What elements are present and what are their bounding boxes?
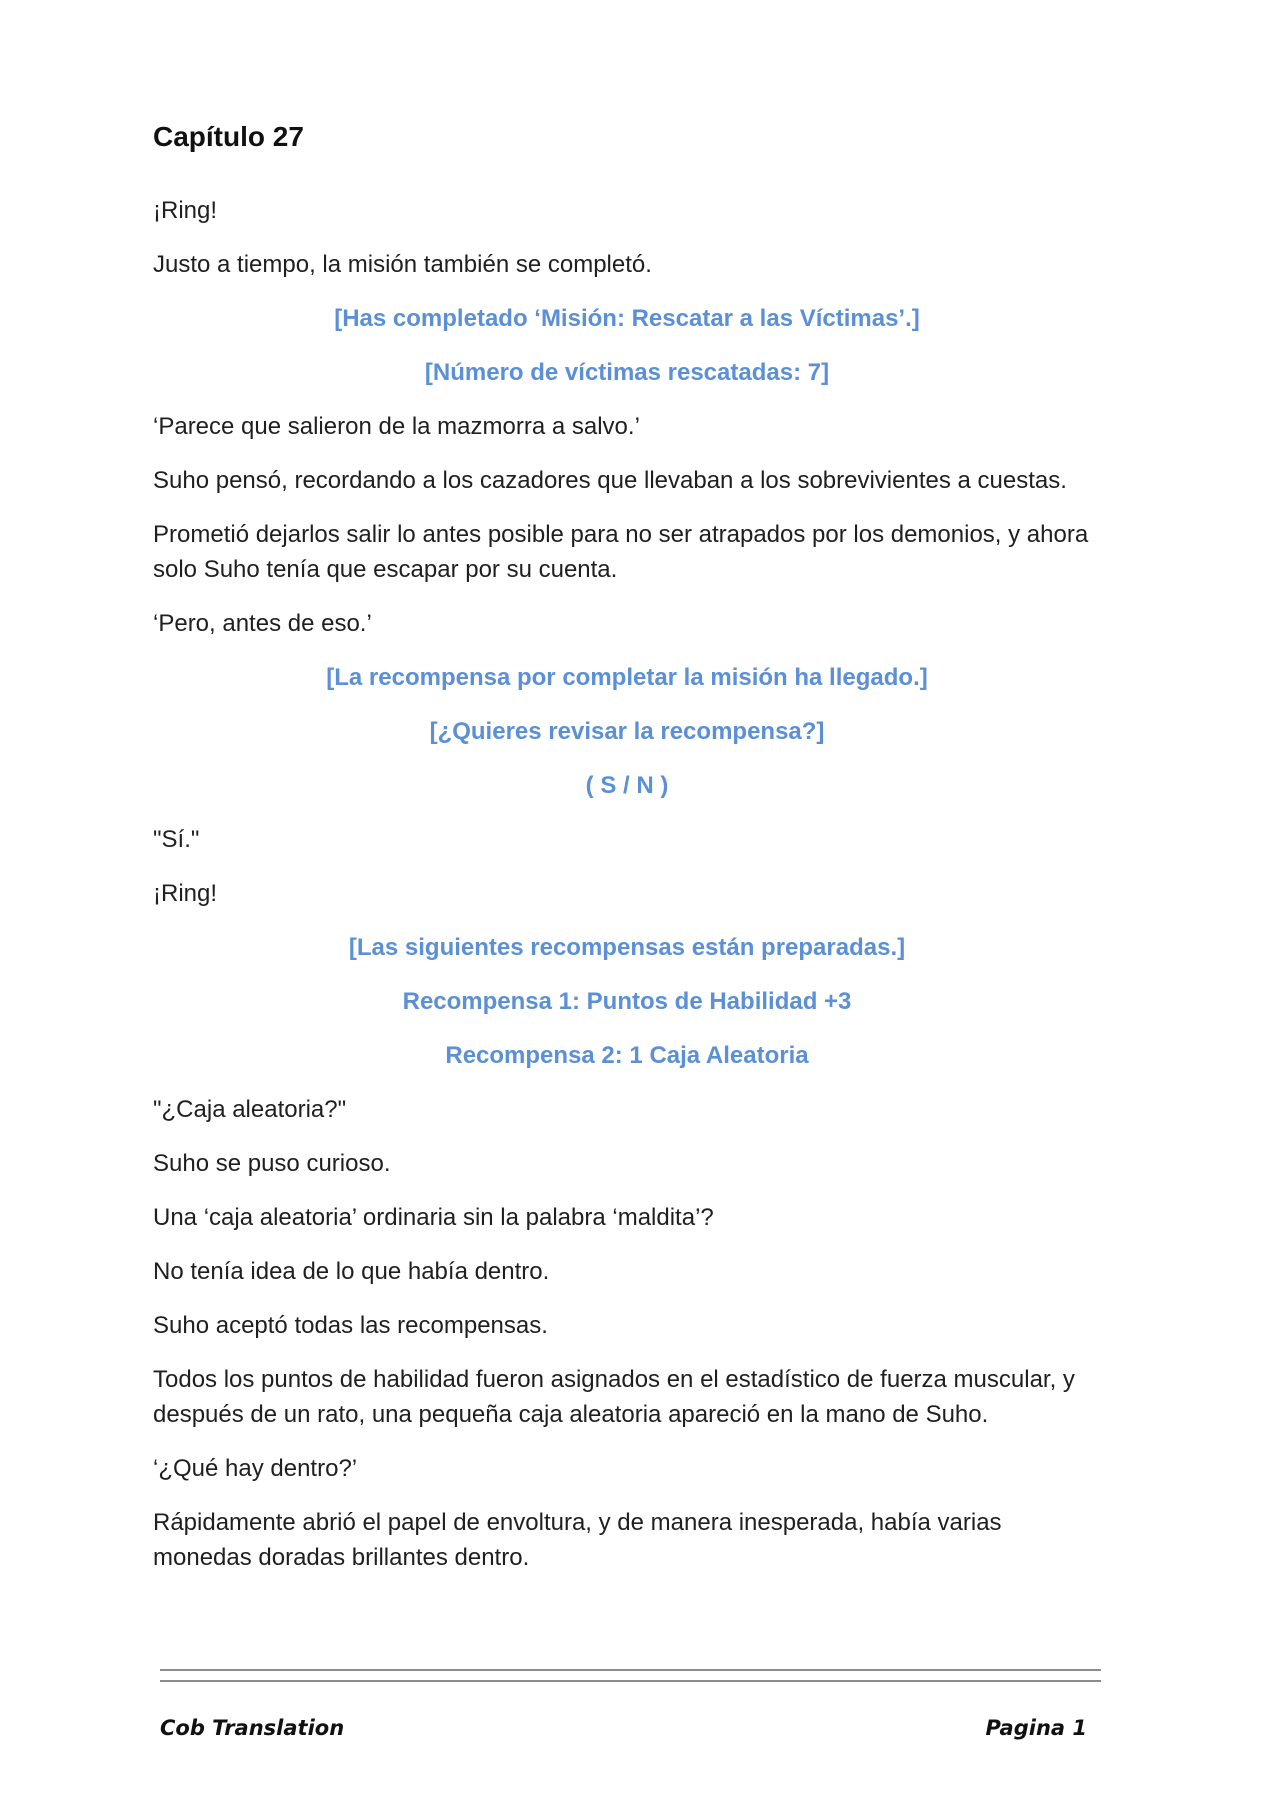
paragraph: Suho aceptó todas las recompensas. [153, 1312, 548, 1339]
chapter-title: Capítulo 27 [153, 121, 304, 152]
system-reward: Recompensa 2: 1 Caja Aleatoria [445, 1042, 809, 1069]
paragraph: Suho se puso curioso. [153, 1150, 391, 1177]
paragraph: Todos los puntos de habilidad fueron asignados en el estadístico de fuerza muscular, y después de un rato, una pequeña caja aleatoria apareció en la mano de Suho. [153, 1366, 1075, 1428]
paragraph: ¡Ring! [153, 880, 218, 907]
paragraph: Suho pensó, recordando a los cazadores que llevaban a los sobrevivientes a cuestas. [153, 467, 1067, 494]
system-message: [Número de víctimas rescatadas: 7] [424, 359, 830, 386]
paragraph: Una ‘caja aleatoria’ ordinaria sin la palabra ‘maldita’? [153, 1204, 714, 1231]
paragraph: Rápidamente abrió el papel de envoltura, y de manera inesperada, había varias monedas doradas brillantes dentro. [153, 1509, 1002, 1571]
paragraph: ¡Ring! [153, 197, 218, 224]
chapter-content [153, 193, 1101, 1594]
paragraph: ‘Pero, antes de eso.’ [153, 610, 372, 637]
system-message: [Has completado ‘Misión: Rescatar a las Víctimas’.] [334, 305, 920, 332]
system-message: [¿Quieres revisar la recompensa?] [429, 718, 825, 745]
paragraph: Justo a tiempo, la misión también se completó. [153, 251, 652, 278]
paragraph: Prometió dejarlos salir lo antes posible para no ser atrapados por los demonios, y ahora solo Suho tenía que escapar por su cuenta. [153, 521, 1089, 583]
system-message: [Las siguientes recompensas están preparadas.] [348, 934, 906, 961]
footer-divider-bottom [160, 1680, 1101, 1682]
footer-page-number: Pagina 1 [985, 1716, 1087, 1740]
paragraph: "Sí." [153, 826, 200, 853]
system-message: [La recompensa por completar la misión ha llegado.] [326, 664, 928, 691]
system-reward: Recompensa 1: Puntos de Habilidad +3 [402, 988, 852, 1015]
footer-divider-top [160, 1669, 1101, 1671]
paragraph: ‘Parece que salieron de la mazmorra a salvo.’ [153, 413, 640, 440]
paragraph: "¿Caja aleatoria?" [153, 1096, 347, 1123]
paragraph: No tenía idea de lo que había dentro. [153, 1258, 550, 1285]
paragraph: ‘¿Qué hay dentro?’ [153, 1455, 358, 1482]
system-choice: ( S / N ) [585, 772, 669, 799]
footer-credit: Cob Translation [160, 1716, 345, 1740]
